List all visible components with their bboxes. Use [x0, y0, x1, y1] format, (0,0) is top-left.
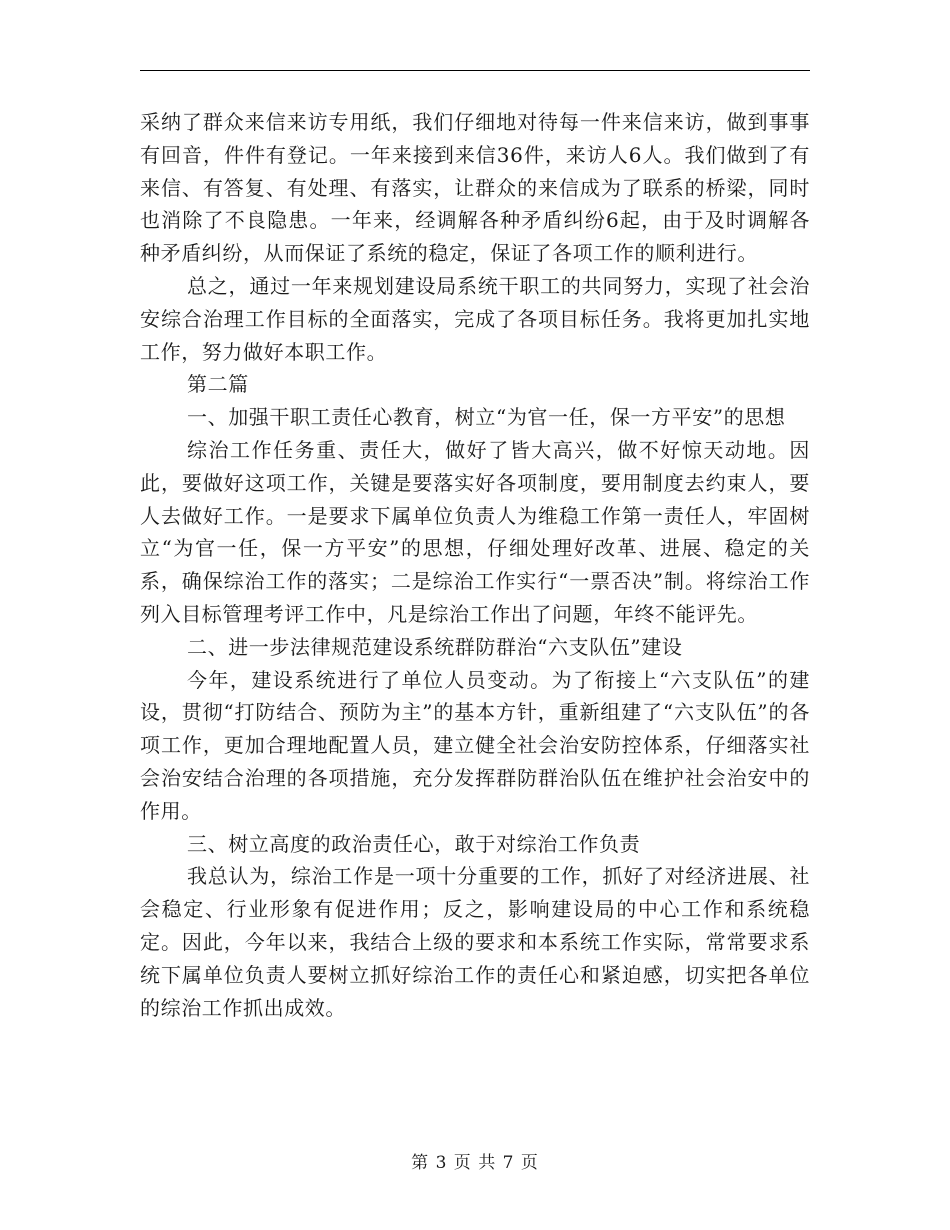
- section-title-part-two: 第二篇: [187, 372, 249, 397]
- paragraph-heading-three-body: 我总认为，综治工作是一项十分重要的工作，抓好了对经济进展、社会稳定、行业形象有促进作用；反之，影响建设局的中心工作和系统稳定。因此，今年以来，我结合上级的要求和本系统工作实际，常常要求系统下属单位负责人要树立抓好综治工作的责任心和紧迫感，切实把各单位的综治工作抓出成效。: [140, 864, 810, 1020]
- paragraph-summary: 总之，通过一年来规划建设局系统干职工的共同努力，实现了社会治安综合治理工作目标的全面落实，完成了各项目标任务。我将更加扎实地工作，努力做好本职工作。: [140, 273, 810, 364]
- heading-one: 一、加强干职工责任心教育，树立“为官一任，保一方平安”的思想: [187, 405, 786, 430]
- document-body: [140, 106, 810, 1024]
- page-number: 第 3 页 共 7 页: [411, 1153, 539, 1173]
- paragraph-continuation: 采纳了群众来信来访专用纸，我们仔细地对待每一件来信来访，做到事事有回音，件件有登记。一年来接到来信36件，来访人6人。我们做到了有来信、有答复、有处理、有落实，让群众的来信成为了联系的桥梁，同时也消除了不良隐患。一年来，经调解各种矛盾纠纷6起，由于及时调解各种矛盾纠纷，从而保证了系统的稳定，保证了各项工作的顺利进行。: [140, 110, 810, 266]
- heading-three: 三、树立高度的政治责任心，敢于对综治工作负责: [187, 831, 641, 856]
- paragraph-heading-one-body: 综治工作任务重、责任大，做好了皆大高兴，做不好惊天动地。因此，要做好这项工作，关键是要落实好各项制度，要用制度去约束人，要人去做好工作。一是要求下属单位负责人为维稳工作第一责任人，牢固树立“为官一任，保一方平安”的思想，仔细处理好改革、进展、稳定的关系，确保综治工作的落实；二是综治工作实行“一票否决”制。将综治工作列入目标管理考评工作中，凡是综治工作出了问题，年终不能评先。: [140, 437, 810, 626]
- paragraph-heading-two-body: 今年，建设系统进行了单位人员变动。为了衔接上“六支队伍”的建设，贯彻“打防结合、预防为主”的基本方针，重新组建了“六支队伍”的各项工作，更加合理地配置人员，建立健全社会治安防控体系，仔细落实社会治安结合治理的各项措施，充分发挥群防群治队伍在维护社会治安中的作用。: [140, 667, 810, 823]
- header-rule: [140, 70, 810, 71]
- heading-two: 二、进一步法律规范建设系统群防群治“六支队伍”建设: [187, 634, 683, 659]
